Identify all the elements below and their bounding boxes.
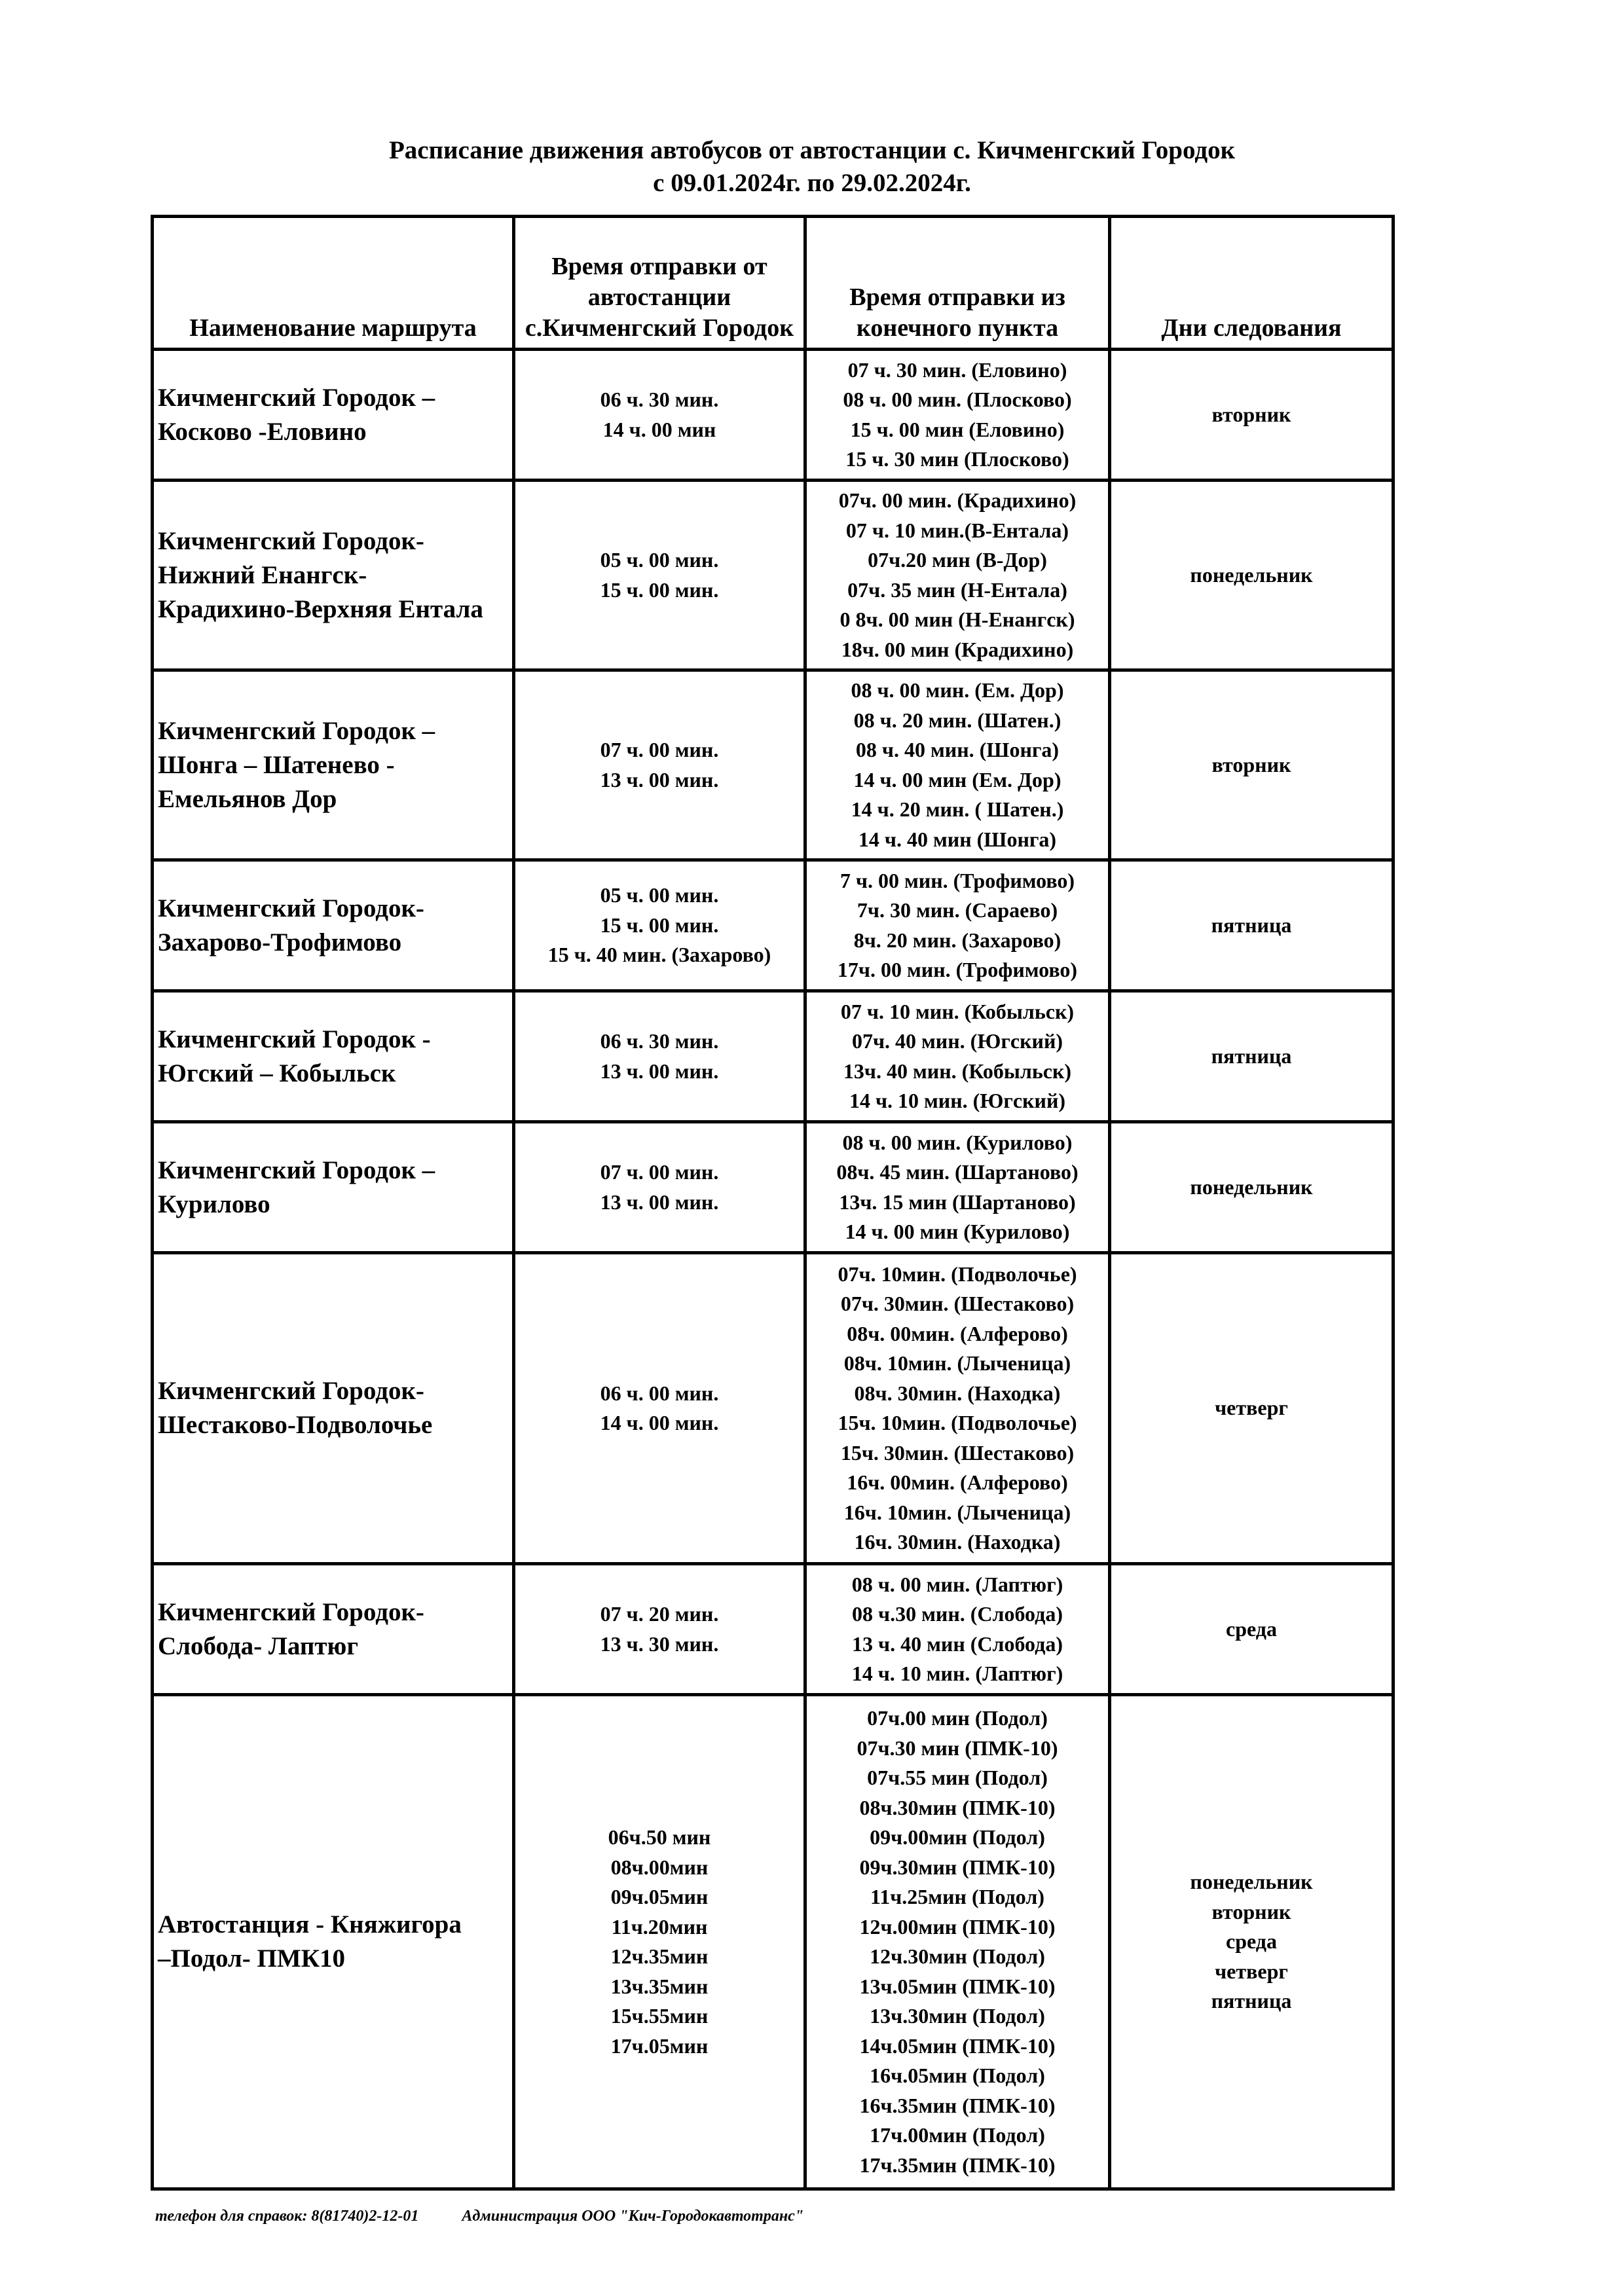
- return-times: [805, 1564, 1110, 1695]
- table-row: [153, 670, 1393, 860]
- route-name: [153, 1564, 514, 1695]
- route-name-line: Кичменгский Городок -: [158, 1025, 431, 1053]
- route-name-line: Емельянов Дор: [158, 784, 337, 813]
- operating-days: [1110, 1253, 1393, 1564]
- return-times-line: 15 ч. 30 мин (Плосково): [845, 447, 1069, 471]
- return-times: [805, 991, 1110, 1122]
- return-times-line: 07ч.00 мин (Подол): [867, 1706, 1048, 1730]
- departure-times-line: 14 ч. 00 мин.: [600, 1411, 719, 1434]
- route-name-line: Слобода- Лаптюг: [158, 1631, 359, 1660]
- departure-times-line: 05 ч. 00 мин.: [600, 548, 719, 572]
- return-times-line: 14 ч. 10 мин. (Лаптюг): [851, 1662, 1063, 1685]
- departure-times-line: 09ч.05мин: [610, 1885, 709, 1908]
- header-departure-line: с.Кичменгский: [525, 314, 697, 342]
- return-times-line: 17ч.00мин (Подол): [870, 2123, 1045, 2147]
- operating-days: [1110, 991, 1393, 1122]
- header-departure-line: автостанции: [587, 283, 731, 311]
- departure-times-line: 13 ч. 00 мин.: [600, 1059, 719, 1083]
- route-name: [153, 670, 514, 860]
- route-name: [153, 1695, 514, 2189]
- route-name: [153, 350, 514, 481]
- footer-phone: телефон для справок: 8(81740)2-12-01: [155, 2208, 419, 2225]
- return-times-line: 07ч. 40 мин. (Югский): [851, 1029, 1063, 1053]
- departure-times-line: 07 ч. 00 мин.: [600, 738, 719, 761]
- route-name-line: –Подол- ПМК10: [158, 1944, 345, 1973]
- return-times-line: 08 ч. 00 мин. (Курилово): [842, 1130, 1073, 1154]
- return-times-line: 13ч.05мин (ПМК-10): [859, 1974, 1056, 1998]
- return-times: [805, 860, 1110, 991]
- return-times: [805, 350, 1110, 481]
- departure-times-line: 15 ч. 00 мин.: [600, 913, 719, 937]
- departure-times-line: 13 ч. 00 мин.: [600, 1190, 719, 1214]
- return-times-line: 08ч. 00мин. (Алферово): [847, 1321, 1068, 1345]
- return-times-line: 14 ч. 10 мин. (Югский): [849, 1089, 1066, 1112]
- route-name: [153, 991, 514, 1122]
- route-name-line: Югский – Кобыльск: [158, 1059, 396, 1087]
- departure-times-line: 06 ч. 00 мин.: [600, 1381, 719, 1405]
- operating-days: [1110, 1564, 1393, 1695]
- return-times-line: 08 ч. 20 мин. (Шатен.): [853, 708, 1061, 732]
- table-row: [153, 1564, 1393, 1695]
- operating-days-line: среда: [1226, 1616, 1277, 1641]
- return-times: [805, 1122, 1110, 1253]
- table-row: [153, 481, 1393, 670]
- departure-times: [514, 860, 805, 991]
- table-row: [153, 1253, 1393, 1564]
- header-days: Дни следования: [1110, 217, 1393, 350]
- footer: [155, 2208, 803, 2225]
- return-times: [805, 1695, 1110, 2189]
- return-times-line: 15 ч. 00 мин (Еловино): [850, 417, 1065, 441]
- departure-times-line: 12ч.35мин: [610, 1944, 709, 1968]
- return-times-line: 14 ч. 40 мин (Шонга): [858, 827, 1057, 851]
- header-return: [805, 217, 1110, 350]
- route-name-line: Автостанция - Княжигора: [158, 1910, 462, 1939]
- operating-days-line: понедельник: [1190, 562, 1313, 587]
- return-times-line: 13ч.30мин (Подол): [870, 2004, 1045, 2028]
- return-times-line: 14 ч. 00 мин (Курилово): [845, 1220, 1070, 1243]
- operating-days-line: вторник: [1211, 1899, 1291, 1923]
- return-times-line: 07ч.55 мин (Подол): [867, 1766, 1048, 1789]
- return-times-line: 8ч. 20 мин. (Захарово): [853, 928, 1061, 952]
- departure-times-line: 05 ч. 00 мин.: [600, 883, 719, 907]
- operating-days-line: понедельник: [1190, 1870, 1313, 1894]
- route-name-line: Шонга – Шатенево -: [158, 750, 395, 779]
- return-times-line: 16ч. 10мин. (Лыченица): [843, 1500, 1071, 1524]
- return-times-line: 18ч. 00 мин (Крадихино): [841, 637, 1074, 661]
- return-times-line: 17ч. 00 мин. (Трофимово): [837, 958, 1078, 981]
- return-times-line: 08 ч. 40 мин. (Шонга): [855, 738, 1060, 761]
- operating-days: [1110, 350, 1393, 481]
- departure-times-line: 06 ч. 30 мин.: [600, 1029, 719, 1053]
- operating-days-line: пятница: [1211, 1044, 1292, 1068]
- table-row: [153, 1695, 1393, 2189]
- return-times-line: 14 ч. 20 мин. ( Шатен.): [851, 797, 1064, 821]
- route-name-line: Нижний Енангск-: [158, 560, 367, 589]
- return-times-line: 07ч. 00 мин. (Крадихино): [838, 488, 1077, 512]
- return-times: [805, 481, 1110, 670]
- schedule-body: [153, 350, 1393, 2189]
- operating-days: [1110, 670, 1393, 860]
- operating-days-line: четверг: [1215, 1959, 1288, 1983]
- return-times-line: 08ч. 45 мин. (Шартаново): [836, 1160, 1079, 1184]
- return-times-line: 08ч. 30мин. (Находка): [854, 1381, 1061, 1405]
- return-times-line: 07ч. 35 мин (Н-Ентала): [847, 577, 1067, 602]
- departure-times-line: 13 ч. 30 мин.: [600, 1631, 719, 1656]
- return-times: [805, 1253, 1110, 1564]
- route-name-line: Кичменгский Городок –: [158, 716, 435, 745]
- departure-times-line: 14 ч. 00 мин: [602, 417, 716, 441]
- departure-times: [514, 350, 805, 481]
- departure-times-line: 06 ч. 30 мин.: [600, 388, 719, 411]
- table-row: [153, 350, 1393, 481]
- departure-times-line: 15 ч. 00 мин.: [600, 577, 719, 602]
- departure-times-line: 06ч.50 мин: [608, 1825, 711, 1849]
- return-times-line: 12ч.00мин (ПМК-10): [859, 1914, 1056, 1939]
- return-times-line: 08ч. 10мин. (Лыченица): [843, 1351, 1071, 1375]
- return-times-line: 08 ч.30 мин. (Слобода): [852, 1602, 1063, 1626]
- departure-times-line: 11ч.20мин: [611, 1914, 708, 1939]
- route-name: [153, 860, 514, 991]
- footer-admin: Администрация ООО "Кич-Городокавтотранс": [462, 2208, 804, 2225]
- route-name-line: Крадихино-Верхняя Ентала: [158, 594, 483, 623]
- document-title: [0, 134, 1624, 200]
- route-name: [153, 1122, 514, 1253]
- route-name-line: Кичменгский Городок-: [158, 526, 424, 555]
- schedule-table: [151, 215, 1395, 2191]
- table-row: [153, 991, 1393, 1122]
- return-times-line: 07 ч. 10 мин.(В-Ентала): [845, 518, 1069, 542]
- return-times-line: 09ч.00мин (Подол): [870, 1825, 1045, 1849]
- header-return-line: конечного пункта: [856, 314, 1059, 342]
- return-times-line: 08 ч. 00 мин. (Ем. Дор): [851, 678, 1064, 702]
- return-times-line: 07 ч. 10 мин. (Кобыльск): [840, 999, 1075, 1023]
- route-name: [153, 1253, 514, 1564]
- header-departure: [514, 217, 805, 350]
- header-row: [153, 217, 1393, 350]
- departure-times: [514, 1695, 805, 2189]
- return-times-line: 12ч.30мин (Подол): [870, 1944, 1045, 1968]
- departure-times-line: 07 ч. 00 мин.: [600, 1160, 719, 1184]
- route-name-line: Кичменгский Городок-: [158, 1597, 424, 1626]
- operating-days: [1110, 481, 1393, 670]
- return-times-line: 15ч. 10мин. (Подволочье): [838, 1411, 1077, 1434]
- operating-days: [1110, 860, 1393, 991]
- return-times-line: 7ч. 30 мин. (Сараево): [857, 898, 1058, 922]
- header-departure-line: Время отправки от: [551, 253, 767, 280]
- return-times-line: 07ч. 30мин. (Шестаково): [840, 1292, 1075, 1315]
- return-times-line: 08 ч. 00 мин. (Плосково): [843, 388, 1072, 411]
- departure-times-line: 08ч.00мин: [610, 1855, 709, 1879]
- return-times-line: 07ч.20 мин (В-Дор): [868, 548, 1047, 572]
- departure-times: [514, 1122, 805, 1253]
- return-times-line: 08ч.30мин (ПМК-10): [859, 1795, 1056, 1819]
- departure-times-line: 07 ч. 20 мин.: [600, 1602, 719, 1626]
- operating-days-line: вторник: [1211, 402, 1291, 426]
- operating-days: [1110, 1122, 1393, 1253]
- route-name-line: Курилово: [158, 1190, 270, 1218]
- table-row: [153, 860, 1393, 991]
- return-times-line: 7 ч. 00 мин. (Трофимово): [840, 868, 1075, 892]
- departure-times-line: 13ч.35мин: [610, 1974, 709, 1998]
- return-times: [805, 670, 1110, 860]
- return-times-line: 11ч.25мин (Подол): [870, 1885, 1044, 1908]
- route-name-line: Захарово-Трофимово: [158, 928, 402, 957]
- departure-times-line: 13 ч. 00 мин.: [600, 767, 719, 792]
- route-name-line: Кичменгский Городок-: [158, 1377, 424, 1405]
- title-line-2: с 09.01.2024г. по 29.02.2024г.: [653, 169, 971, 197]
- return-times-line: 13ч. 40 мин. (Кобыльск): [843, 1059, 1072, 1083]
- departure-times: [514, 670, 805, 860]
- header-departure-line: Городок: [703, 314, 794, 342]
- return-times-line: 14 ч. 00 мин (Ем. Дор): [853, 767, 1061, 792]
- return-times-line: 16ч.05мин (Подол): [870, 2064, 1045, 2087]
- route-name-line: Кичменгский Городок –: [158, 1156, 435, 1184]
- departure-times-line: 15 ч. 40 мин. (Захарово): [547, 943, 771, 967]
- return-times-line: 08 ч. 00 мин. (Лаптюг): [851, 1572, 1063, 1596]
- operating-days: [1110, 1695, 1393, 2189]
- departure-times: [514, 1253, 805, 1564]
- return-times-line: 07 ч. 30 мин. (Еловино): [847, 357, 1067, 382]
- return-times-line: 13ч. 15 мин (Шартаново): [839, 1190, 1076, 1214]
- route-name-line: Косково -Еловино: [158, 417, 367, 446]
- return-times-line: 14ч.05мин (ПМК-10): [859, 2033, 1056, 2058]
- departure-times: [514, 991, 805, 1122]
- table-row: [153, 1122, 1393, 1253]
- return-times-line: 16ч. 00мин. (Алферово): [847, 1470, 1068, 1494]
- return-times-line: 07ч. 10мин. (Подволочье): [838, 1262, 1077, 1286]
- return-times-line: 16ч.35мин (ПМК-10): [859, 2093, 1056, 2117]
- departure-times-line: 15ч.55мин: [610, 2004, 709, 2028]
- return-times-line: 15ч. 30мин. (Шестаково): [840, 1440, 1075, 1465]
- departure-times: [514, 1564, 805, 1695]
- return-times-line: 16ч. 30мин. (Находка): [854, 1530, 1061, 1554]
- operating-days-line: понедельник: [1190, 1175, 1313, 1199]
- title-line-1: Расписание движения автобусов от автостанции с. Кичменгский Городок: [388, 136, 1236, 164]
- return-times-line: 0 8ч. 00 мин (Н-Енангск): [840, 608, 1075, 631]
- return-times-line: 09ч.30мин (ПМК-10): [859, 1855, 1056, 1879]
- operating-days-line: вторник: [1211, 752, 1291, 776]
- route-name-line: Кичменгский Городок-: [158, 894, 424, 922]
- header-route: Наименование маршрута: [153, 217, 514, 350]
- return-times-line: 13 ч. 40 мин (Слобода): [852, 1631, 1063, 1656]
- departure-times: [514, 481, 805, 670]
- departure-times-line: 17ч.05мин: [610, 2033, 709, 2058]
- operating-days-line: пятница: [1211, 1989, 1292, 2013]
- return-times-line: 17ч.35мин (ПМК-10): [859, 2153, 1056, 2177]
- operating-days-line: четверг: [1215, 1396, 1288, 1420]
- header-return-line: Время отправки из: [849, 283, 1065, 311]
- operating-days-line: среда: [1226, 1929, 1277, 1954]
- return-times-line: 07ч.30 мин (ПМК-10): [857, 1736, 1058, 1760]
- route-name-line: Шестаково-Подволочье: [158, 1411, 433, 1439]
- route-name: [153, 481, 514, 670]
- operating-days-line: пятница: [1211, 913, 1292, 937]
- route-name-line: Кичменгский Городок –: [158, 383, 435, 412]
